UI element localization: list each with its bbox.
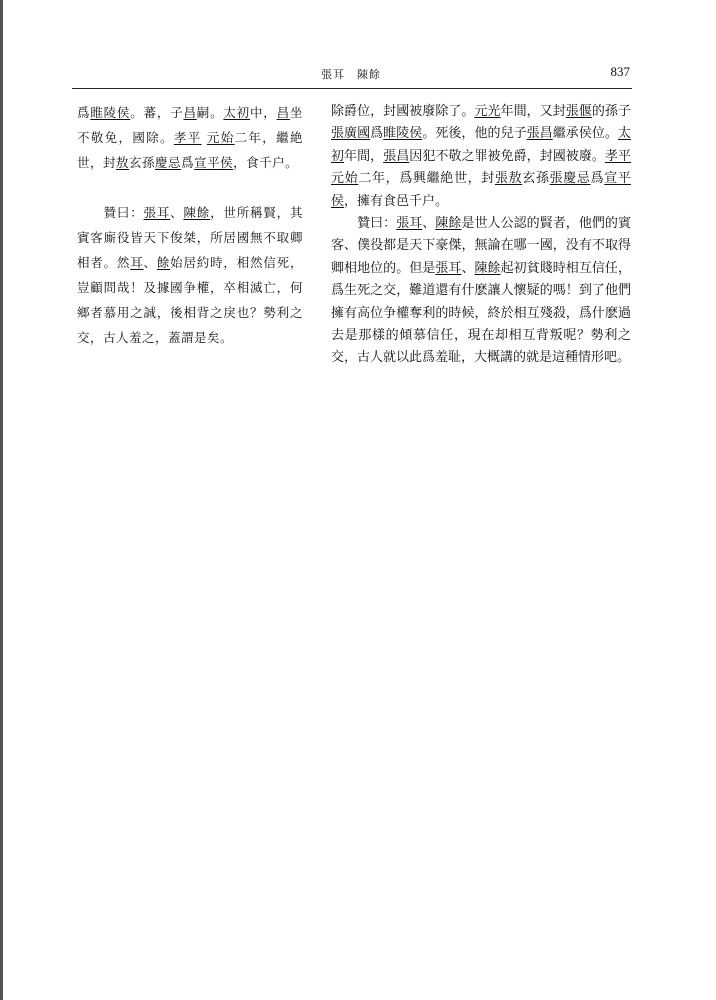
running-header-title: 張耳 陳餘 xyxy=(321,68,381,81)
text-run: 年間， xyxy=(344,148,384,164)
page-binding-edge xyxy=(0,0,3,1000)
proper-name-run: 孝平 xyxy=(173,130,202,145)
proper-name-run: 張昌 xyxy=(526,126,553,142)
proper-name-run: 元始 xyxy=(331,171,359,187)
proper-name-run: 宣平侯 xyxy=(194,155,234,170)
text-run: 二年，繼絶世，封 xyxy=(77,130,303,170)
running-header xyxy=(72,66,630,86)
proper-name-run: 元始 xyxy=(206,130,235,145)
text-run: 玄孫 xyxy=(522,171,550,187)
text-run: 因犯不敬之罪被免爵，封國被廢。 xyxy=(409,148,605,164)
proper-name-run: 耳 xyxy=(130,255,144,270)
proper-name-run: 太初 xyxy=(331,126,631,164)
text-run: 。死後，他的兒子 xyxy=(422,126,527,142)
text-run: 始居約時，相然信死，豈顧問哉！及據國争權，卒相滅亡，何鄉者慕用之誠，後相背之戾也？勢利之交，古人羞之，蓋謂是矣。 xyxy=(77,255,303,345)
proper-name-run: 張慶忌 xyxy=(549,171,591,187)
proper-name-run: 張偃 xyxy=(565,104,592,119)
proper-name-run: 張廣國 xyxy=(331,126,371,142)
text-run: 爲 xyxy=(590,171,605,187)
proper-name-run: 張耳 xyxy=(435,260,462,276)
text-run: ，擁有食邑千户。 xyxy=(344,193,449,209)
text-run: 中， xyxy=(249,105,277,120)
proper-name-run: 宣平侯 xyxy=(331,171,631,209)
proper-name-run: 元光 xyxy=(474,104,501,119)
text-run: 年間，又封 xyxy=(500,104,566,119)
text-run: 二年，爲興繼絶世，封 xyxy=(358,171,495,187)
proper-name-run: 昌 xyxy=(276,105,290,120)
text-run: 爲 xyxy=(181,155,195,170)
text-run: 贊曰： xyxy=(331,216,397,232)
proper-name-run: 張敖 xyxy=(494,171,523,187)
proper-name-run: 孝平 xyxy=(604,148,631,164)
proper-name-run: 張昌 xyxy=(383,148,410,164)
text-run: 、 xyxy=(170,205,184,220)
translation-text-column xyxy=(331,101,631,370)
classical-paragraph-1 xyxy=(77,100,303,175)
proper-name-run: 餘 xyxy=(156,255,171,270)
proper-name-run: 張耳 xyxy=(396,216,423,232)
proper-name-run: 昌 xyxy=(183,105,197,120)
translation-paragraph-2 xyxy=(331,213,631,370)
text-run: 贊曰： xyxy=(77,205,144,220)
text-run: 。蕃，子 xyxy=(130,105,184,120)
classical-text-column xyxy=(77,100,303,350)
proper-name-run: 睢陵侯 xyxy=(383,126,423,142)
text-run: 除爵位，封國被廢除了。 xyxy=(331,104,475,119)
text-run: 的孫子 xyxy=(591,104,631,119)
text-run: 繼承侯位。 xyxy=(552,126,618,142)
proper-name-run: 張耳 xyxy=(143,205,171,220)
text-run: 是世人公認的賢者，他們的賓客、僕役都是天下豪傑，無論在哪一國，没有不取得卿相地位的。但是 xyxy=(331,216,631,276)
text-run: 、 xyxy=(143,255,157,270)
text-run: 、 xyxy=(461,260,475,276)
text-run: 爲 xyxy=(370,126,384,142)
proper-name-run: 睢陵侯 xyxy=(90,105,131,120)
translation-paragraph-1 xyxy=(331,101,631,213)
proper-name-run: 太初 xyxy=(223,105,250,120)
text-run: ，世所稱賢，其賓客廝役皆天下俊桀，所居國無不取卿相者。然 xyxy=(77,205,303,270)
text-run: 玄孫 xyxy=(129,155,156,170)
text-run: 起初貧賤時相互信任，爲生死之交，難道還有什麽讓人懷疑的嗎！到了他們擁有高位争權奪利的時候，終於相互殘殺，爲什麽過去是那樣的傾慕信任，現在却相互背叛呢？勢利之交，古人就以此爲羞耻，大概講的就是這種情形吧。 xyxy=(331,260,631,366)
text-run: 嗣。 xyxy=(196,105,224,120)
page-number: 837 xyxy=(610,64,630,79)
text-run: ，食千户。 xyxy=(233,155,299,170)
proper-name-run: 慶忌 xyxy=(155,155,182,170)
proper-name-run: 敖 xyxy=(116,155,130,170)
proper-name-run: 陳餘 xyxy=(435,216,462,232)
classical-paragraph-2 xyxy=(77,200,303,350)
proper-name-run: 陳餘 xyxy=(474,260,501,276)
text-run: 坐不敬免，國除。 xyxy=(77,105,303,145)
header-rule xyxy=(72,88,632,89)
text-run: 爲 xyxy=(77,105,91,120)
text-run: 、 xyxy=(422,216,436,232)
proper-name-run: 陳餘 xyxy=(183,205,211,220)
